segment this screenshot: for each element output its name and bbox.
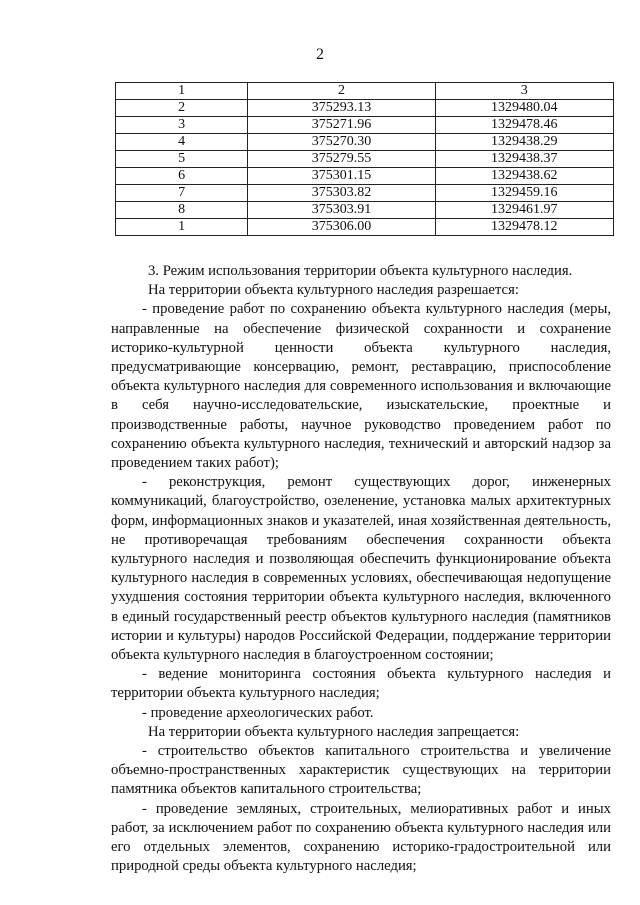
table-cell-x: 375279.55 [248,151,435,168]
document-body [111,262,611,877]
table-row [116,219,614,236]
table-row [116,202,614,219]
table-cell-point: 7 [116,185,248,202]
table-cell-y: 1329461.97 [435,202,613,219]
table-cell-y: 1329478.46 [435,117,613,134]
table-cell-y: 1329478.12 [435,219,613,236]
table-cell-x: 375271.96 [248,117,435,134]
table-header-row [116,83,614,100]
table-cell-x: 375270.30 [248,134,435,151]
table-cell-x: 375301.15 [248,168,435,185]
list-item: - проведение земляных, строительных, мелиоративных работ и иных работ, за исключением работ по сохранению объекта культурного наследия или его отдельных элементов, сохранению историко-градостроительной или природной среды объекта культурного наследия; [111,800,611,875]
table-row [116,185,614,202]
list-item: - проведение работ по сохранению объекта культурного наследия (меры, направленные на обеспечение физической сохранности и сохранение историко-культурной ценности объекта культурного наследия, предусматривающие консервацию, ремонт, реставрацию, приспособление объекта культурного наследия для современного использования и включающие в себя научно-исследовательские, изыскательские, проектные и производственные работы, научное руководство проведением работ по сохранению объекта культурного наследия, технический и авторский надзор за проведением таких работ); [111,301,611,472]
table-cell-point: 1 [116,219,248,236]
table-row [116,151,614,168]
table-header-cell: 1 [116,83,248,100]
table-cell-point: 2 [116,100,248,117]
table-cell-point: 5 [116,151,248,168]
allowed-intro: На территории объекта культурного наследия разрешается: [148,282,519,299]
table-cell-y: 1329438.29 [435,134,613,151]
list-item: - проведение археологических работ. [142,704,374,721]
prohibited-intro: На территории объекта культурного наследия запрещается: [148,723,520,740]
table-cell-x: 375303.82 [248,185,435,202]
table-row [116,100,614,117]
table-header-cell: 3 [435,83,613,100]
table-row [116,168,614,185]
table-cell-y: 1329438.37 [435,151,613,168]
table-cell-point: 8 [116,202,248,219]
list-item: - строительство объектов капитального строительства и увеличение объемно-пространственных характеристик существующих на территории памятника объектов капитального строительства; [111,743,611,798]
table-cell-point: 4 [116,134,248,151]
list-item: - ведение мониторинга состояния объекта культурного наследия и территории объекта культурного наследия; [111,666,611,702]
table-cell-point: 6 [116,168,248,185]
table-row [116,134,614,151]
section-heading: 3. Режим использования территории объекта культурного наследия. [148,263,573,279]
table-cell-x: 375293.13 [248,100,435,117]
table-row [116,117,614,134]
table-cell-x: 375306.00 [248,219,435,236]
coordinates-table [115,82,614,236]
table-cell-x: 375303.91 [248,202,435,219]
table-header-cell: 2 [248,83,435,100]
list-item: - реконструкция, ремонт существующих дорог, инженерных коммуникаций, благоустройство, озеленение, установка малых архитектурных форм, информационных знаков и указателей, иная хозяйственная деятельность, не противоречащая требованиям обеспечения сохранности объекта культурного наследия и позволяющая обеспечить функционирование объекта культурного наследия в современных условиях, обеспечивающая недопущение ухудшения состояния территории объекта культурного наследия, включенного в единый государственный реестр объектов культурного наследия (памятников истории и культуры) народов Российской Федерации, поддержание территории объекта культурного наследия в благоустроенном состоянии; [111,474,611,664]
table-cell-y: 1329438.62 [435,168,613,185]
table-cell-y: 1329459.16 [435,185,613,202]
table-cell-y: 1329480.04 [435,100,613,117]
table-cell-point: 3 [116,117,248,134]
page-number: 2 [316,46,324,63]
